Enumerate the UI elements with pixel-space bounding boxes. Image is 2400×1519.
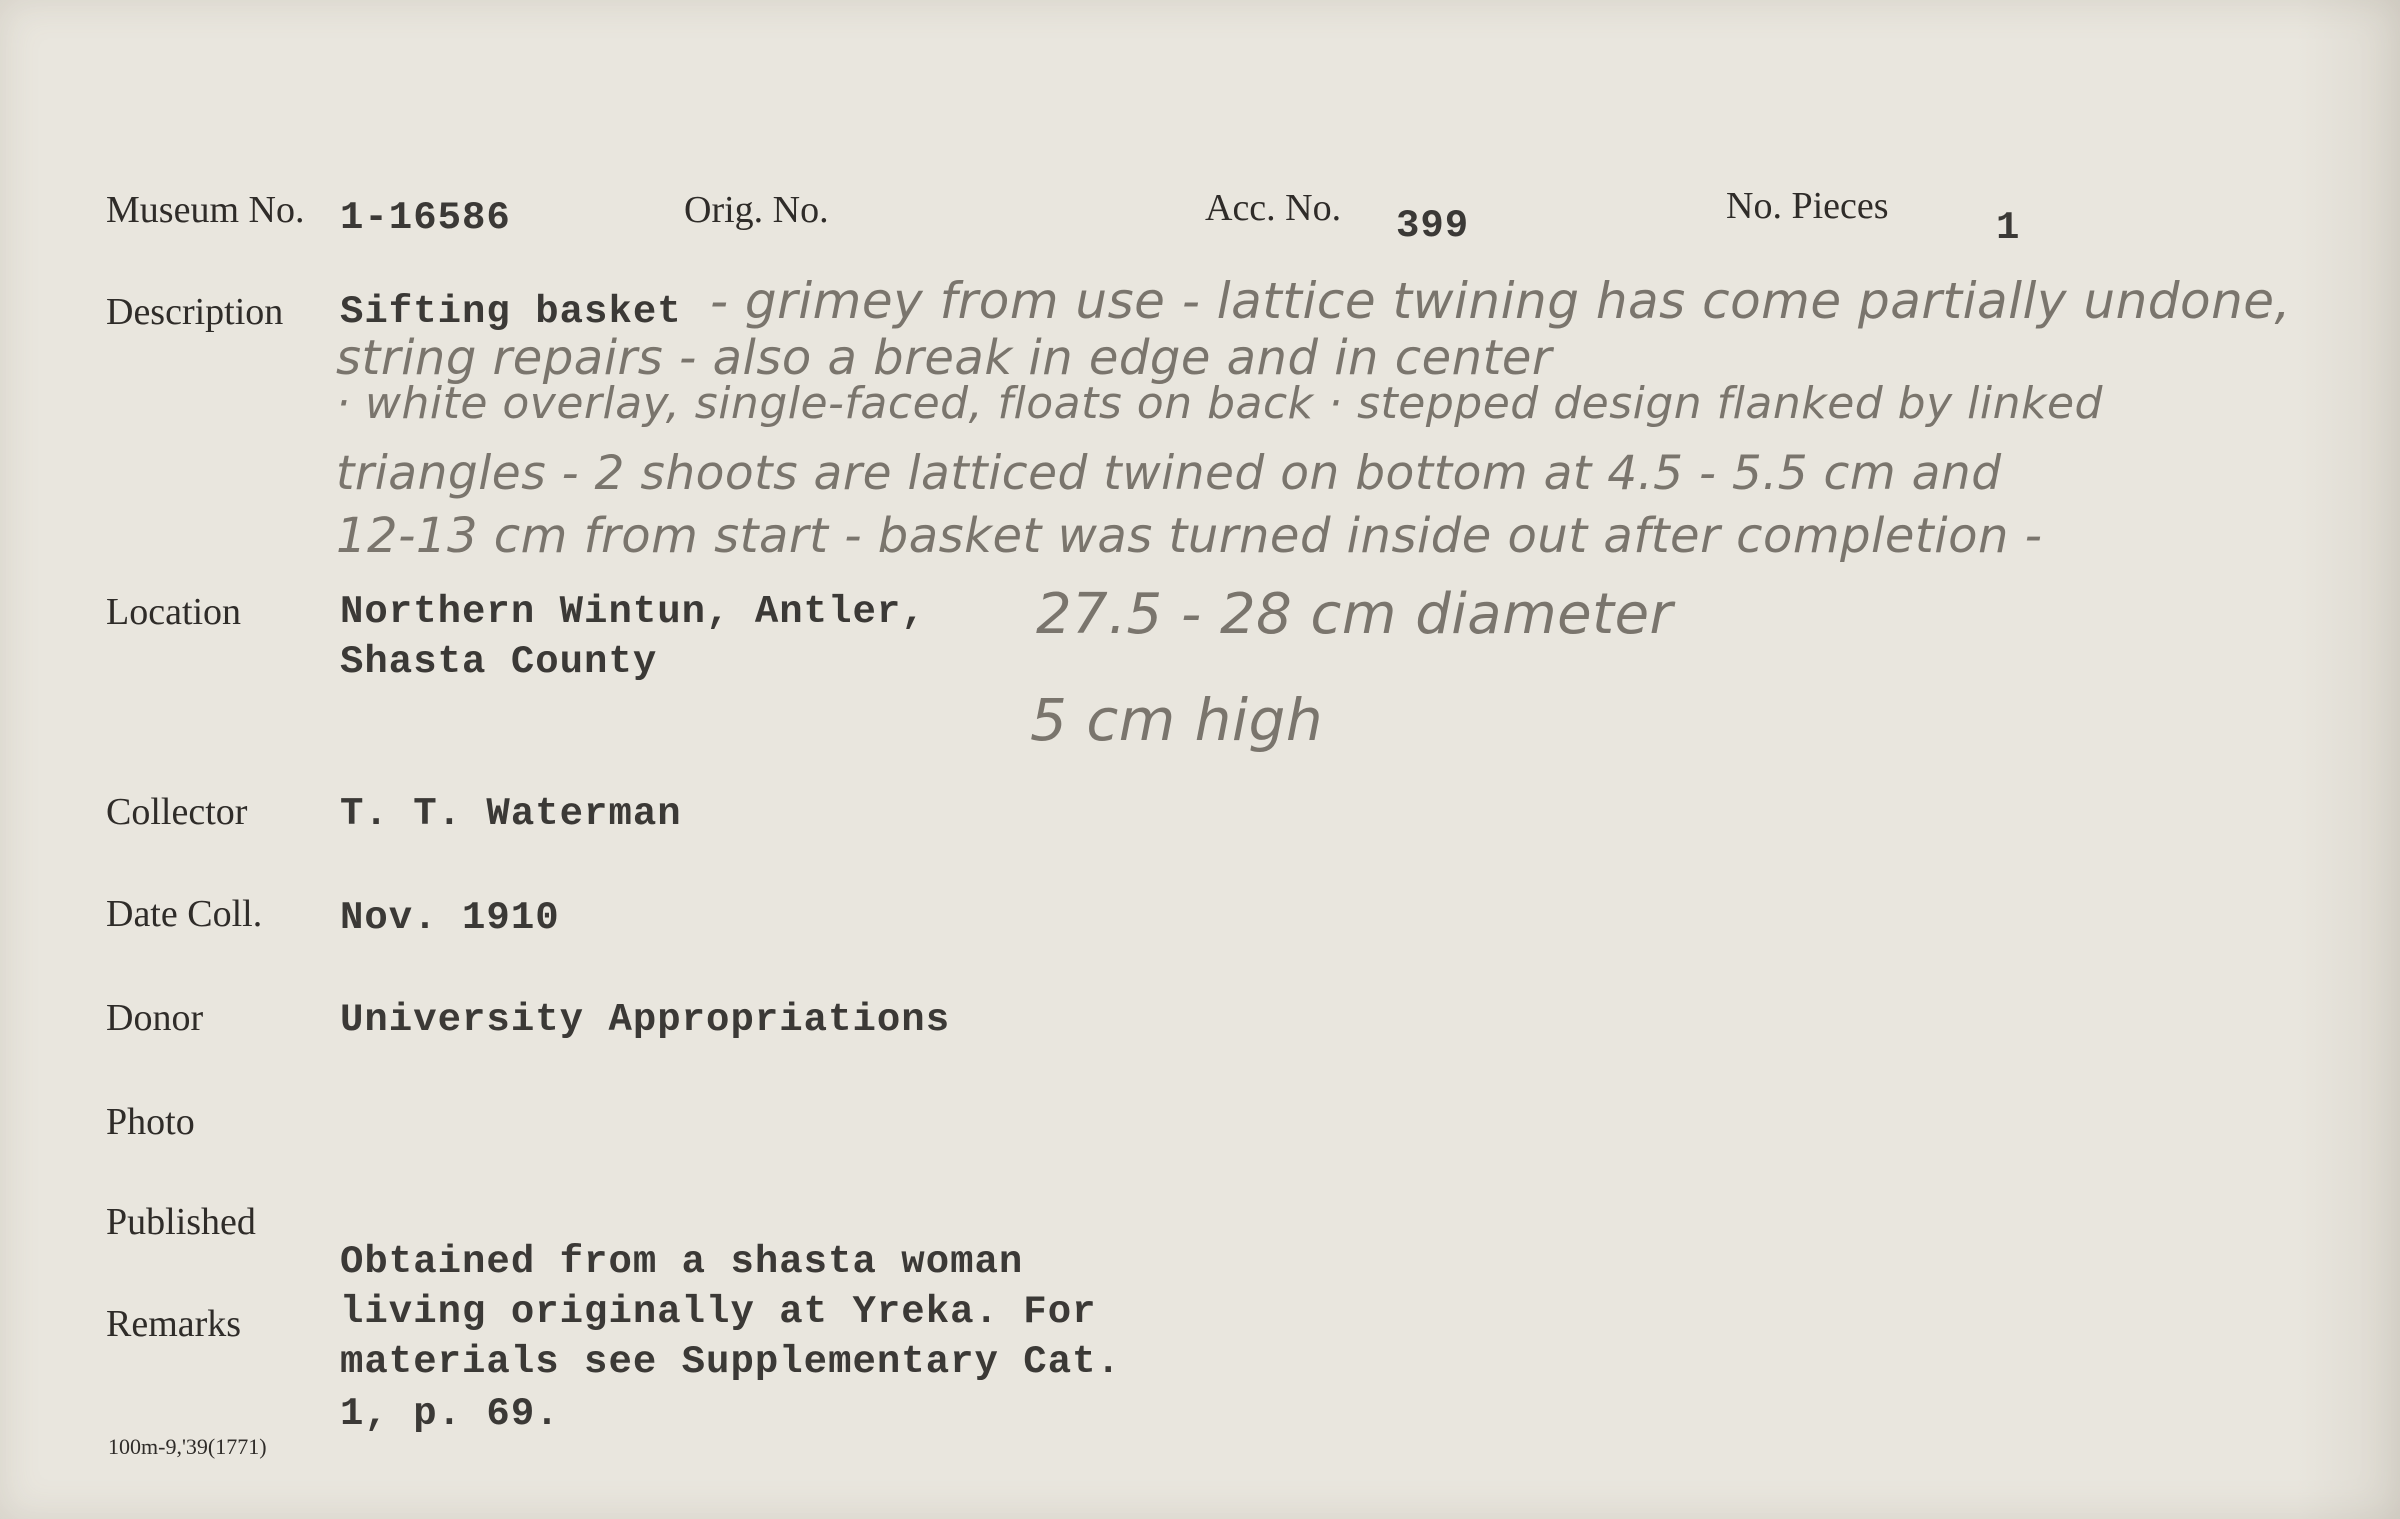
description-note-line-2: string repairs - also a break in edge and in center — [336, 330, 1553, 386]
description-typed: Sifting basket — [340, 290, 682, 334]
diameter-note: 27.5 - 28 cm diameter — [1036, 582, 1674, 647]
description-note-line-3: · white overlay, single-faced, floats on back · stepped design flanked by linked — [336, 378, 2103, 429]
no-pieces-label: No. Pieces — [1726, 185, 1889, 227]
no-pieces-value: 1 — [1996, 206, 2021, 250]
date-coll-value: Nov. 1910 — [340, 896, 560, 940]
location-line-1: Northern Wintun, Antler, — [340, 590, 926, 634]
remarks-line-4: 1, p. 69. — [340, 1392, 560, 1436]
remarks-line-2: living originally at Yreka. For — [340, 1290, 1097, 1334]
form-code: 100m-9,'39(1771) — [108, 1434, 267, 1459]
collector-label: Collector — [106, 791, 248, 833]
remarks-line-3: materials see Supplementary Cat. — [340, 1340, 1121, 1384]
museum-no-label: Museum No. — [106, 189, 305, 231]
published-label: Published — [106, 1201, 256, 1243]
description-note-line-4: triangles - 2 shoots are latticed twined on bottom at 4.5 - 5.5 cm and — [336, 446, 2002, 501]
donor-label: Donor — [106, 997, 204, 1039]
date-coll-label: Date Coll. — [106, 893, 263, 935]
location-line-2: Shasta County — [340, 640, 658, 684]
location-label: Location — [106, 591, 242, 633]
donor-value: University Appropriations — [340, 998, 951, 1042]
orig-no-label: Orig. No. — [684, 189, 829, 231]
card-edge-shadow — [2296, 0, 2400, 1519]
description-label: Description — [106, 291, 284, 333]
acc-no-label: Acc. No. — [1205, 187, 1342, 229]
height-note: 5 cm high — [1030, 686, 1324, 754]
remarks-line-1: Obtained from a shasta woman — [340, 1240, 1024, 1284]
remarks-label: Remarks — [106, 1303, 242, 1345]
description-note-line-5: 12-13 cm from start - basket was turned inside out after completion - — [336, 508, 2043, 564]
collector-value: T. T. Waterman — [340, 792, 682, 836]
acc-no-value: 399 — [1396, 204, 1470, 248]
photo-label: Photo — [106, 1101, 195, 1143]
museum-no-value: 1-16586 — [340, 196, 511, 240]
description-note-line-1: - grimey from use - lattice twining has come partially undone, — [710, 272, 2291, 330]
